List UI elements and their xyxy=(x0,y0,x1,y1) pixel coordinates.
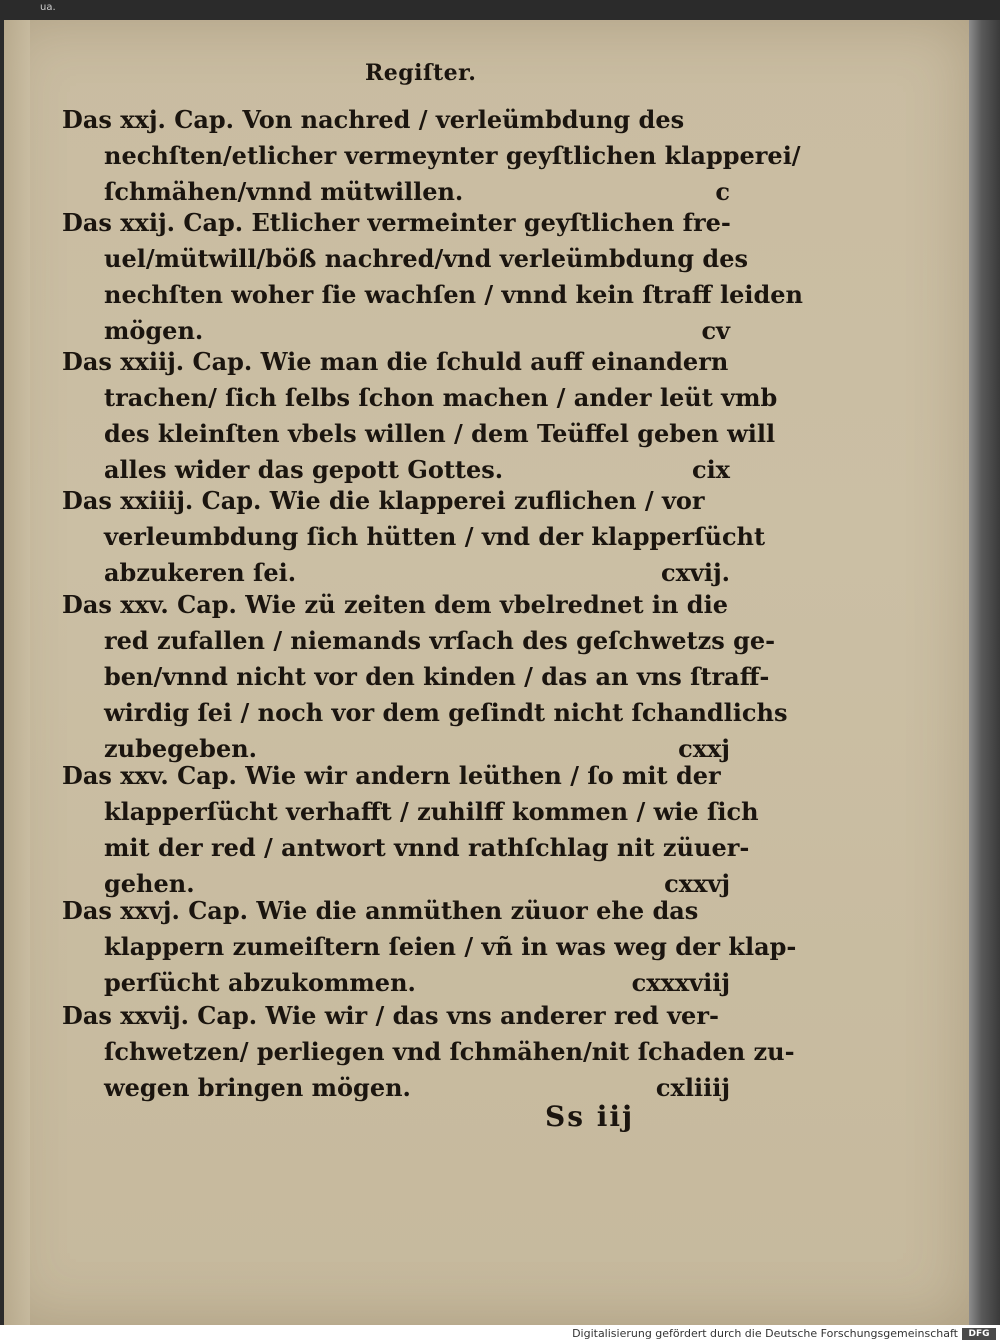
folio-number: cxliiij xyxy=(655,1073,730,1102)
funding-credit: Digitalisierung gefördert durch die Deutsche Forschungsgemeinschaft xyxy=(572,1327,958,1340)
entry-heading-line: Das xxvj. Cap. Wie die anmüthen züuor ehe das xyxy=(62,896,699,925)
entry-heading-line: Das xxiij. Cap. Wie man die ſchuld auff einandern xyxy=(62,347,729,376)
register-entry xyxy=(62,102,801,210)
entry-text-line: des kleinſten vbels willen / dem Teüffel geben will xyxy=(104,419,776,448)
entry-text: perſücht abzukommen. xyxy=(104,968,416,997)
entry-text-line: mit der red / antwort vnnd rathſchlag nit züuer- xyxy=(104,833,750,862)
entry-heading-line: Das xxiiij. Cap. Wie die klapperei zuflichen / vor xyxy=(62,486,705,515)
register-entry xyxy=(62,587,788,767)
entry-text-line: ben/vnnd nicht vor den kinden / das an vns ſtraff- xyxy=(104,662,770,691)
folio-number: cxxxviij xyxy=(631,968,730,997)
entry-text-line: red zufallen / niemands vrſach des geſchwetzs ge- xyxy=(104,626,776,655)
signature-mark: Ss iij xyxy=(545,1100,635,1133)
folio-number: c xyxy=(715,177,730,206)
entry-text-line: ſchwetzen/ perliegen vnd ſchmähen/nit ſchaden zu- xyxy=(104,1037,795,1066)
folio-number: cxxj xyxy=(678,734,730,763)
entry-text-line: verleumbdung ſich hütten / vnd der klapperſücht xyxy=(104,522,766,551)
entry-text-line: nechſten/etlicher vermeynter geyſtlichen klapperei/ xyxy=(104,141,801,170)
entry-text-line: wirdig ſei / noch vor dem geſindt nicht ſchandlichs xyxy=(104,698,788,727)
entry-text-line: uel/mütwill/böß nachred/vnd verleümbdung des xyxy=(104,244,748,273)
entry-heading-line: Das xxj. Cap. Von nachred / verleümbdung des xyxy=(62,105,685,134)
entry-heading-line: Das xxij. Cap. Etlicher vermeinter geyſtlichen fre- xyxy=(62,208,731,237)
entry-text: alles wider das gepott Gottes. xyxy=(104,455,504,484)
register-entry xyxy=(62,998,795,1106)
folio-number: cxxvj xyxy=(664,869,730,898)
footer-bar xyxy=(0,1325,1000,1343)
register-entry xyxy=(62,205,803,349)
register-entry xyxy=(62,758,759,902)
scan-edge-strip xyxy=(969,20,1000,1325)
page-edge xyxy=(4,20,30,1325)
entry-heading-line: Das xxvij. Cap. Wie wir / das vns anderer red ver- xyxy=(62,1001,719,1030)
entry-text-line: klapperſücht verhafft / zuhilff kommen / wie ſich xyxy=(104,797,759,826)
folio-number: cv xyxy=(701,316,730,345)
entry-text: mögen. xyxy=(104,316,204,345)
folio-number: cxvij. xyxy=(660,558,730,587)
entry-text: abzukeren ſei. xyxy=(104,558,297,587)
register-entry xyxy=(62,483,766,591)
entry-text: zubegeben. xyxy=(104,734,258,763)
register-entry xyxy=(62,893,797,1001)
entry-text-line: klappern zumeiſtern ſeien / vñ in was weg der klap- xyxy=(104,932,797,961)
dfg-logo: DFG xyxy=(962,1328,996,1340)
running-head: Regiſter. xyxy=(365,60,477,86)
entry-heading-line: Das xxv. Cap. Wie zü zeiten dem vbelrednet in die xyxy=(62,590,728,619)
entry-text-line: nechſten woher ſie wachſen / vnnd kein ſtraff leiden xyxy=(104,280,803,309)
entry-text-line xyxy=(62,965,732,1001)
entry-text-line: trachen/ ſich ſelbs ſchon machen / ander leüt vmb xyxy=(104,383,778,412)
corner-mark: ua. xyxy=(40,2,56,13)
entry-text: ſchmähen/vnnd mütwillen. xyxy=(104,177,464,206)
entry-text: wegen bringen mögen. xyxy=(104,1073,411,1102)
folio-number: cix xyxy=(691,455,730,484)
entry-text: gehen. xyxy=(104,869,195,898)
entry-text-line xyxy=(62,555,732,591)
register-entry xyxy=(62,344,778,488)
entry-heading-line: Das xxv. Cap. Wie wir andern leüthen / ſo mit der xyxy=(62,761,721,790)
